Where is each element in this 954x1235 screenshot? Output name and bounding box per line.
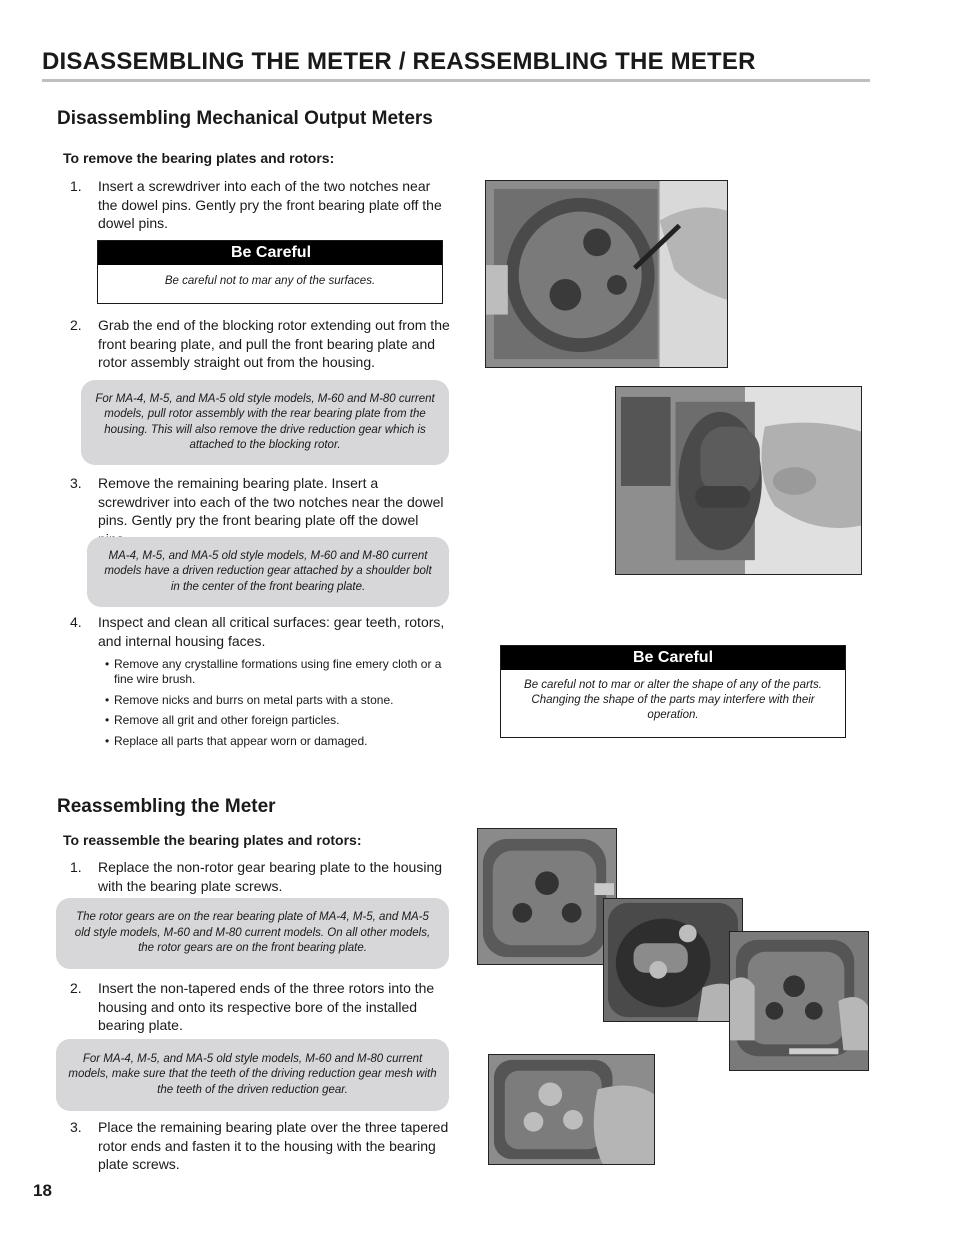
step-number: 2. — [70, 317, 82, 333]
disassembly-subhead: To remove the bearing plates and rotors: — [63, 150, 335, 166]
photo-pulling-rotor-assembly — [615, 386, 862, 575]
step-text: Replace the non-rotor gear bearing plate to the housing with the bearing plate screws. — [98, 859, 443, 894]
rotor-gears-note: The rotor gears are on the rear bearing plate of MA-4, M-5, and MA-5 old style models, M-60 and M-80 current models. On all other models, the rotor gears are on the front bearing plate. — [56, 898, 449, 969]
disassembly-step-1 — [70, 177, 450, 233]
step-text: Insert the non-tapered ends of the three rotors into the housing and onto its respective bore of the installed bearing plate. — [98, 980, 435, 1033]
step-number: 1. — [70, 178, 82, 194]
be-careful-box-2 — [500, 645, 846, 738]
disassembly-step-2 — [70, 316, 450, 372]
reassembly-subhead: To reassemble the bearing plates and rotors: — [63, 832, 362, 848]
list-item: • Replace all parts that appear worn or damaged. — [105, 734, 450, 749]
step-number: 4. — [70, 614, 82, 630]
step-number: 2. — [70, 980, 82, 996]
step-text: Insert a screwdriver into each of the two notches near the dowel pins. Gently pry the front bearing plate off the dowel pins. — [98, 178, 442, 231]
be-careful-text: Be careful not to mar any of the surfaces. — [164, 275, 376, 287]
disassembly-step-3 — [70, 474, 450, 530]
photo-inserting-rotors — [603, 898, 743, 1022]
disassembly-section-title: Disassembling Mechanical Output Meters — [57, 108, 433, 129]
step-text: Place the remaining bearing plate over the three tapered rotor ends and fasten it to the housing with the bearing plate screws. — [98, 1119, 449, 1172]
reduction-gear-note: For MA-4, M-5, and MA-5 old style models, M-60 and M-80 current models, make sure that the teeth of the driving reduction gear mesh with the teeth of the driven reduction gear. — [56, 1039, 449, 1111]
step-number: 3. — [70, 475, 82, 491]
model-note-2: MA-4, M-5, and MA-5 old style models, M-60 and M-80 current models have a driven reduction gear attached by a shoulder bolt in the center of the front bearing plate. — [87, 537, 449, 607]
photo-bearing-plate-installed — [477, 828, 617, 965]
list-item: • Remove nicks and burrs on metal parts with a stone. — [105, 693, 450, 708]
inspection-bullet-list — [105, 657, 450, 754]
page-title: DISASSEMBLING THE METER / REASSEMBLING THE METER — [42, 48, 756, 75]
be-careful-box-1 — [97, 240, 443, 304]
step-text: Inspect and clean all critical surfaces: gear teeth, rotors, and internal housing faces. — [98, 614, 445, 649]
reassembly-step-3 — [70, 1118, 450, 1174]
photo-fastening-bearing-plate — [488, 1054, 655, 1165]
be-careful-heading: Be Careful — [98, 241, 442, 265]
page-number: 18 — [33, 1181, 52, 1200]
list-item: • Remove any crystalline formations using fine emery cloth or a fine wire brush. — [105, 657, 450, 687]
be-careful-heading: Be Careful — [501, 646, 845, 670]
step-text: Grab the end of the blocking rotor extending out from the front bearing plate, and pull the front bearing plate and rotor assembly straight out from the housing. — [98, 317, 450, 370]
photo-rotor-gears-meshed — [729, 931, 869, 1071]
be-careful-text: Be careful not to mar or alter the shape of any of the parts. Changing the shape of the parts may interfere with their operation. — [524, 679, 822, 721]
list-item: • Remove all grit and other foreign particles. — [105, 713, 450, 728]
step-text: Remove the remaining bearing plate. Insert a screwdriver into each of the two notches near the dowel pins. Gently pry the front bearing plate off the dowel — [98, 475, 444, 528]
photo-prying-bearing-plate — [485, 180, 728, 368]
title-divider — [42, 79, 870, 82]
disassembly-step-4 — [70, 613, 450, 651]
reassembly-step-2 — [70, 979, 450, 1035]
reassembly-step-1 — [70, 858, 450, 896]
step-number: 1. — [70, 859, 82, 875]
step-number: 3. — [70, 1119, 82, 1135]
reassembly-section-title: Reassembling the Meter — [57, 796, 276, 817]
model-note-1: For MA-4, M-5, and MA-5 old style models, M-60 and M-80 current models, pull rotor assembly with the rear bearing plate from the housing. This will also remove the drive reduction gear which is attached to the blocking rotor. — [81, 380, 449, 465]
